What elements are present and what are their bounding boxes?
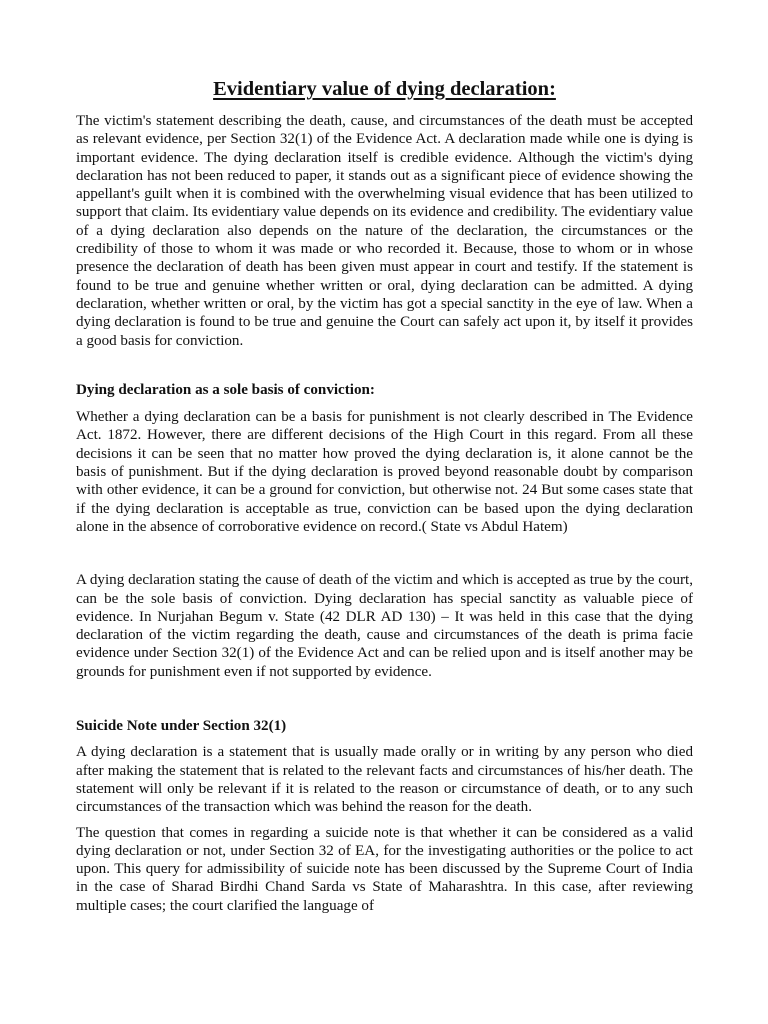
paragraph-nurjahan-begum: A dying declaration stating the cause of death of the victim and which is accepted as true by the court, can be the sole basis of conviction. Dying declaration has special sanctity as valuable piece of evidence. In Nurjahan Begum v. State (42 DLR AD 130) – It was held in this case that the dying declaration of the victim regarding the death, cause and circumstances of the death is prima facie evidence under Section 32(1) of the Evidence Act and can be relied upon and is itself another may be grounds for punishment even if not supported by evidence. — [76, 572, 693, 680]
paragraph-suicide-note-admissibility: The question that comes in regarding a suicide note is that whether it can be considered as a valid dying declaration or not, under Section 32 of EA, for the investigating authorities or the police to act upon. This query for admissibility of suicide note has been discussed by the Supreme Court of India in the case of Sharad Birdhi Chand Sarda vs State of Maharashtra. In this case, after reviewing multiple cases; the court clarified the language of — [76, 824, 693, 914]
paragraph-evidentiary-value: The victim's statement describing the death, cause, and circumstances of the death must be accepted as relevant evidence, per Section 32(1) of the Evidence Act. A declaration made while one is dying is important evidence. The dying declaration itself is credible evidence. Although the victim's dying declaration has not been reduced to paper, it stands out as a significant piece of evidence showing the appellant's guilt when it is combined with the overwhelming visual evidence that has been utilized to support that claim. Its evidentiary value depends on its evidence and credibility. The evidentiary value of a dying declaration also depends on the nature of the declaration, the circumstances or the credibility of those to whom it was made or who recorded it. Because, those to whom or in whose presence the declaration of death has been given must appear in court and testify. If the statement is found to be true and genuine whether written or oral, dying declaration can be admitted. A dying declaration, whether written or oral, by the victim has got a special sanctity in the eye of law. When a dying declaration is found to be true and genuine the Court can safely act upon it, by itself it provides a good basis for conviction. — [76, 113, 693, 349]
paragraph-sole-basis: Whether a dying declaration can be a basis for punishment is not clearly described in The Evidence Act. 1872. However, there are different decisions of the High Court in this regard. From all these decisions it can be seen that no matter how proved the dying declaration is, it alone cannot be the basis of punishment. But if the dying declaration is proved beyond reasonable doubt by comparison with other evidence, it can be a ground for conviction, but otherwise not. 24 But some cases state that if the dying declaration is acceptable as true, conviction can be based upon the dying declaration alone in the absence of corroborative evidence on record.( State vs Abdul Hatem) — [76, 409, 693, 535]
paragraph-suicide-note-definition: A dying declaration is a statement that is usually made orally or in writing by any person who died after making the statement that is related to the relevant facts and circumstances of his/her death. The statement will only be relevant if it is related to the reason or circumstance of death, or to any such circumstances of the transaction which was behind the reason for the death. — [76, 744, 693, 816]
document-title: Evidentiary value of dying declaration: — [213, 78, 556, 100]
section-heading-sole-basis: Dying declaration as a sole basis of conviction: — [76, 381, 375, 398]
section-heading-suicide-note: Suicide Note under Section 32(1) — [76, 718, 287, 735]
document-page — [76, 76, 693, 915]
